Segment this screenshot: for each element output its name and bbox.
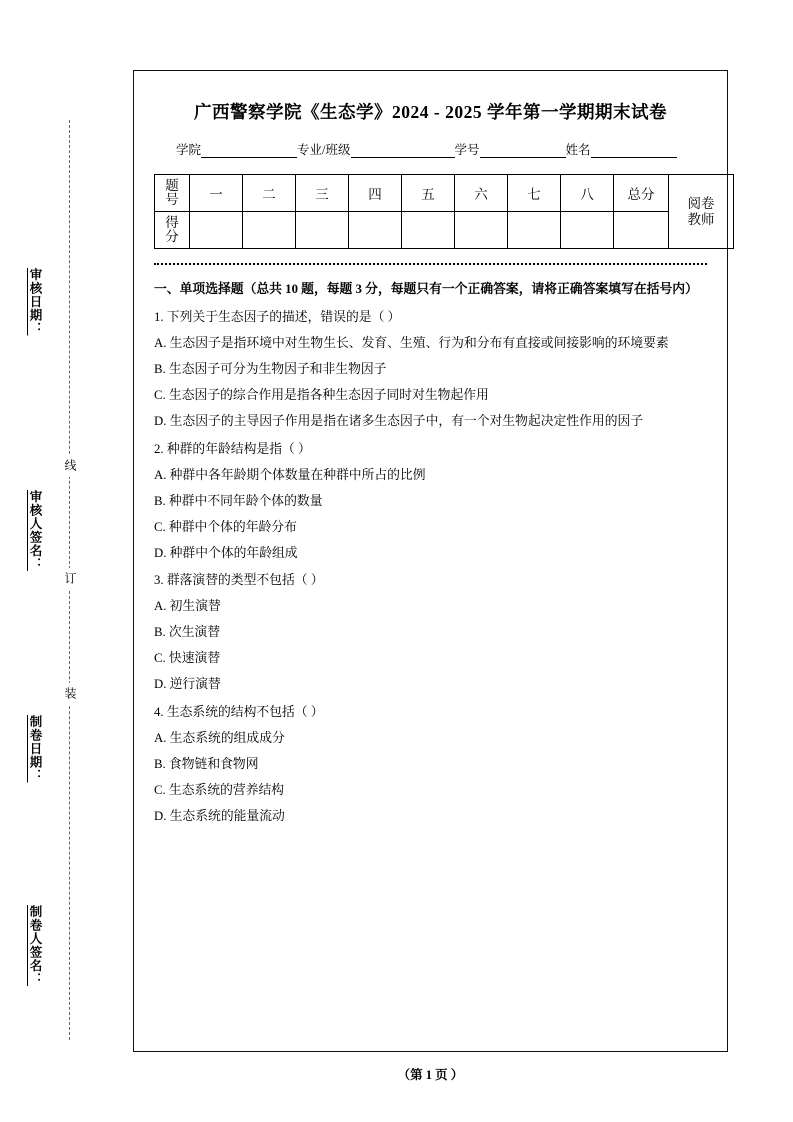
score-value-3[interactable] [296,212,349,249]
question-3-number: 3. [154,573,164,588]
score-table [154,174,734,249]
page-title: 广西警察学院《生态学》2024 - 2025 学年第一学期期末试卷 [194,102,667,122]
question-4-number: 4. [154,705,164,720]
field-input-college[interactable] [201,144,297,158]
margin-label-audit-date: 审核日期： [28,268,42,336]
score-col-5: 五 [402,175,455,212]
question-2-option-c: C. 种群中个体的年龄分布 [154,519,297,534]
score-table-header-score: 得 分 [155,212,190,249]
field-input-name[interactable] [591,144,677,158]
margin-label-make-date: 制卷日期： [28,715,42,783]
score-col-1: 一 [190,175,243,212]
score-value-4[interactable] [349,212,402,249]
question-1-option-b: B. 生态因子可分为生物因子和非生物因子 [154,361,387,376]
question-2-text: 种群的年龄结构是指（ ） [166,441,311,456]
question-2-number: 2. [154,441,164,456]
question-4-option-c: C. 生态系统的营养结构 [154,783,285,798]
question-2-option-a: A. 种群中各年龄期个体数量在种群中所占的比例 [154,467,426,482]
score-col-7: 七 [508,175,561,212]
field-input-major-class[interactable] [351,144,455,158]
section-title-choice: 一、单项选择题（总共 10 题，每题 3 分，每题只有一个正确答案，请将正确答案填写在括号内） [154,282,698,296]
question-3-text: 群落演替的类型不包括（ ） [166,573,324,588]
question-3 [154,568,707,593]
question-3-option-b: B. 次生演替 [154,625,221,640]
question-4-option-d: D. 生态系统的能量流动 [154,809,285,824]
question-1-number: 1. [154,309,164,324]
question-4 [154,700,707,725]
margin-label-maker-signature: 制卷人签名： [28,905,42,986]
score-col-3: 三 [296,175,349,212]
fold-mark-line: 线 [62,455,79,477]
fold-mark-pack: 装 [62,683,79,705]
score-value-8[interactable] [561,212,614,249]
section-divider [154,263,707,265]
exam-body [154,277,707,829]
field-label-student-id: 学号 [454,143,480,157]
question-4-option-b: B. 食物链和食物网 [154,757,259,772]
question-4-text: 生态系统的结构不包括（ ） [166,705,324,720]
question-4-option-a: A. 生态系统的组成成分 [154,731,285,746]
score-value-7[interactable] [508,212,561,249]
margin-label-auditor-signature: 审核人签名： [28,490,42,571]
field-label-major-class: 专业/班级 [297,143,351,157]
score-col-teacher: 阅卷 教师 [669,175,734,249]
score-table-header-question: 题 号 [155,175,190,212]
question-1-option-a: A. 生态因子是指环境中对生物生长、发育、生殖、行为和分布有直接或间接影响的环境要素 [154,335,669,350]
field-label-name: 姓名 [565,143,591,157]
question-3-option-c: C. 快速演替 [154,651,221,666]
exam-paper-frame [133,70,728,1082]
fold-mark-bind: 订 [62,568,79,590]
score-value-6[interactable] [455,212,508,249]
question-1-option-d: D. 生态因子的主导因子作用是指在诸多生态因子中，有一个对生物起决定性作用的因子 [154,413,644,428]
question-1-text: 下列关于生态因子的描述，错误的是（ ） [166,309,401,324]
field-label-college: 学院 [176,143,202,157]
page-footer: （第 1 页 ） [397,1068,464,1082]
question-2-option-b: B. 种群中不同年龄个体的数量 [154,493,323,508]
score-col-6: 六 [455,175,508,212]
score-col-8: 八 [561,175,614,212]
left-margin-area [0,0,135,1122]
question-3-option-d: D. 逆行演替 [154,677,221,692]
score-value-total[interactable] [614,212,669,249]
question-1-option-c: C. 生态因子的综合作用是指各种生态因子同时对生物起作用 [154,387,489,402]
score-value-1[interactable] [190,212,243,249]
question-1 [154,305,707,330]
score-col-4: 四 [349,175,402,212]
student-info-line [154,140,707,158]
table-row-question-numbers [155,175,734,212]
score-value-5[interactable] [402,212,455,249]
table-row-scores [155,212,734,249]
score-col-2: 二 [243,175,296,212]
question-2 [154,437,707,462]
question-3-option-a: A. 初生演替 [154,599,221,614]
field-input-student-id[interactable] [480,144,566,158]
question-2-option-d: D. 种群中个体的年龄组成 [154,545,298,560]
score-value-2[interactable] [243,212,296,249]
score-col-total: 总分 [614,175,669,212]
